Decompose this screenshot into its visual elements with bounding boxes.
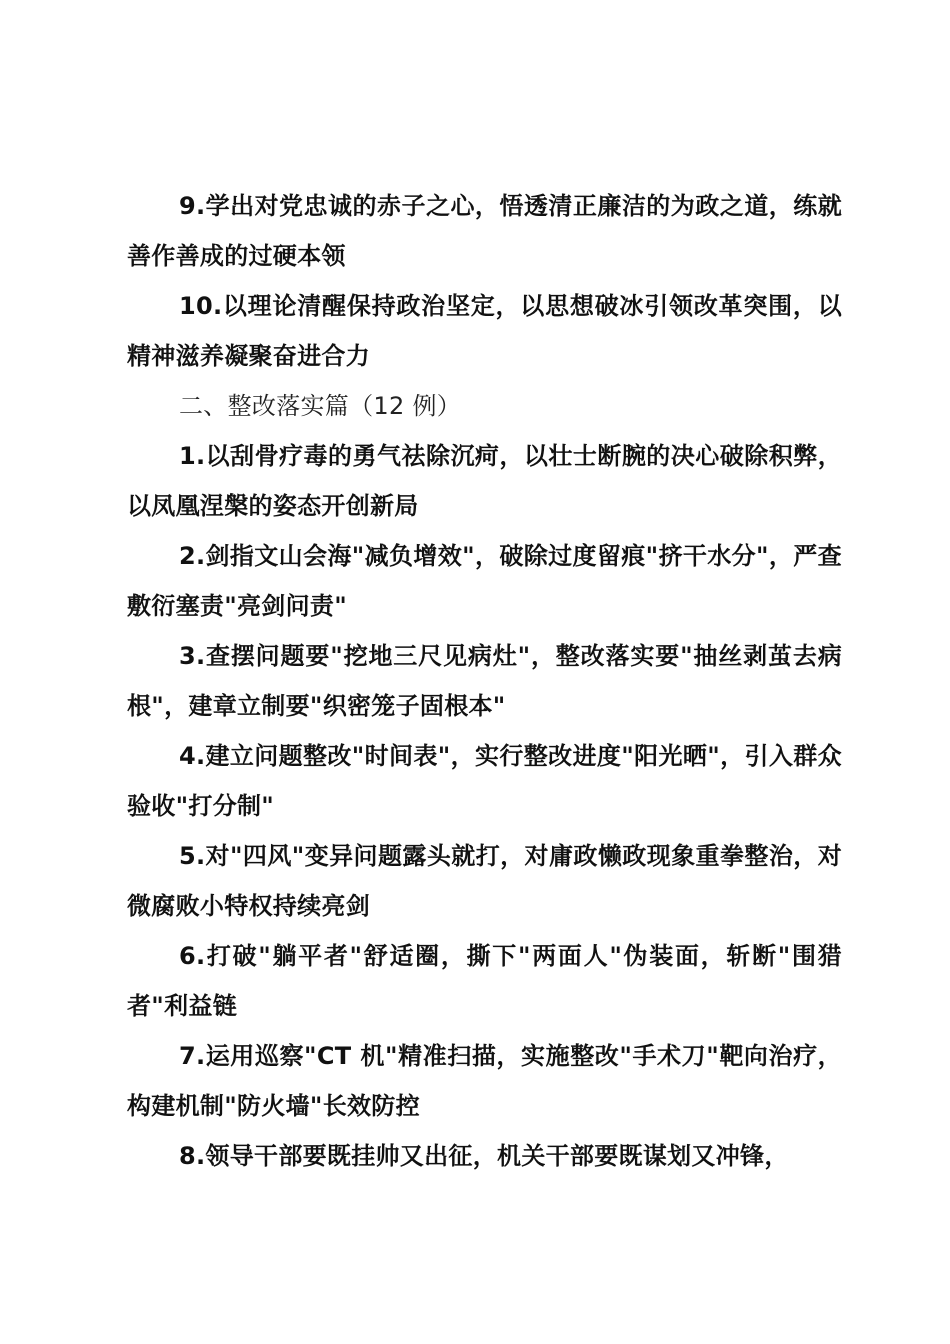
- paragraph-item-9: 9.学出对党忠诚的赤子之心，悟透清正廉洁的为政之道，练就善作善成的过硬本领: [127, 192, 842, 270]
- paragraph-item-2: 2.剑指文山会海"减负增效"，破除过度留痕"挤干水分"，严查敷衍塞责"亮剑问责": [127, 542, 842, 620]
- paragraph-item-6: 6.打破"躺平者"舒适圈，撕下"两面人"伪装面，斩断"围猎者"利益链: [127, 942, 842, 1020]
- paragraph-item-10: 10.以理论清醒保持政治坚定，以思想破冰引领改革突围，以精神滋养凝聚奋进合力: [127, 292, 842, 370]
- paragraph-item-4: 4.建立问题整改"时间表"，实行整改进度"阳光晒"，引入群众验收"打分制": [127, 742, 842, 820]
- paragraph-item-5: 5.对"四风"变异问题露头就打，对庸政懒政现象重拳整治，对微腐败小特权持续亮剑: [127, 842, 842, 920]
- paragraph-item-3: 3.查摆问题要"挖地三尺见病灶"，整改落实要"抽丝剥茧去病根"，建章立制要"织密笼子固根本": [127, 642, 842, 720]
- section-heading-rectification: 二、整改落实篇（12 例）: [179, 392, 462, 420]
- paragraph-item-8: 8.领导干部要既挂帅又出征，机关干部要既谋划又冲锋，: [179, 1142, 789, 1170]
- document-body: [127, 181, 842, 1181]
- paragraph-item-7: 7.运用巡察"CT 机"精准扫描，实施整改"手术刀"靶向治疗，构建机制"防火墙"长效防控: [127, 1042, 842, 1120]
- paragraph-item-1: 1.以刮骨疗毒的勇气祛除沉疴，以壮士断腕的决心破除积弊，以凤凰涅槃的姿态开创新局: [127, 442, 842, 520]
